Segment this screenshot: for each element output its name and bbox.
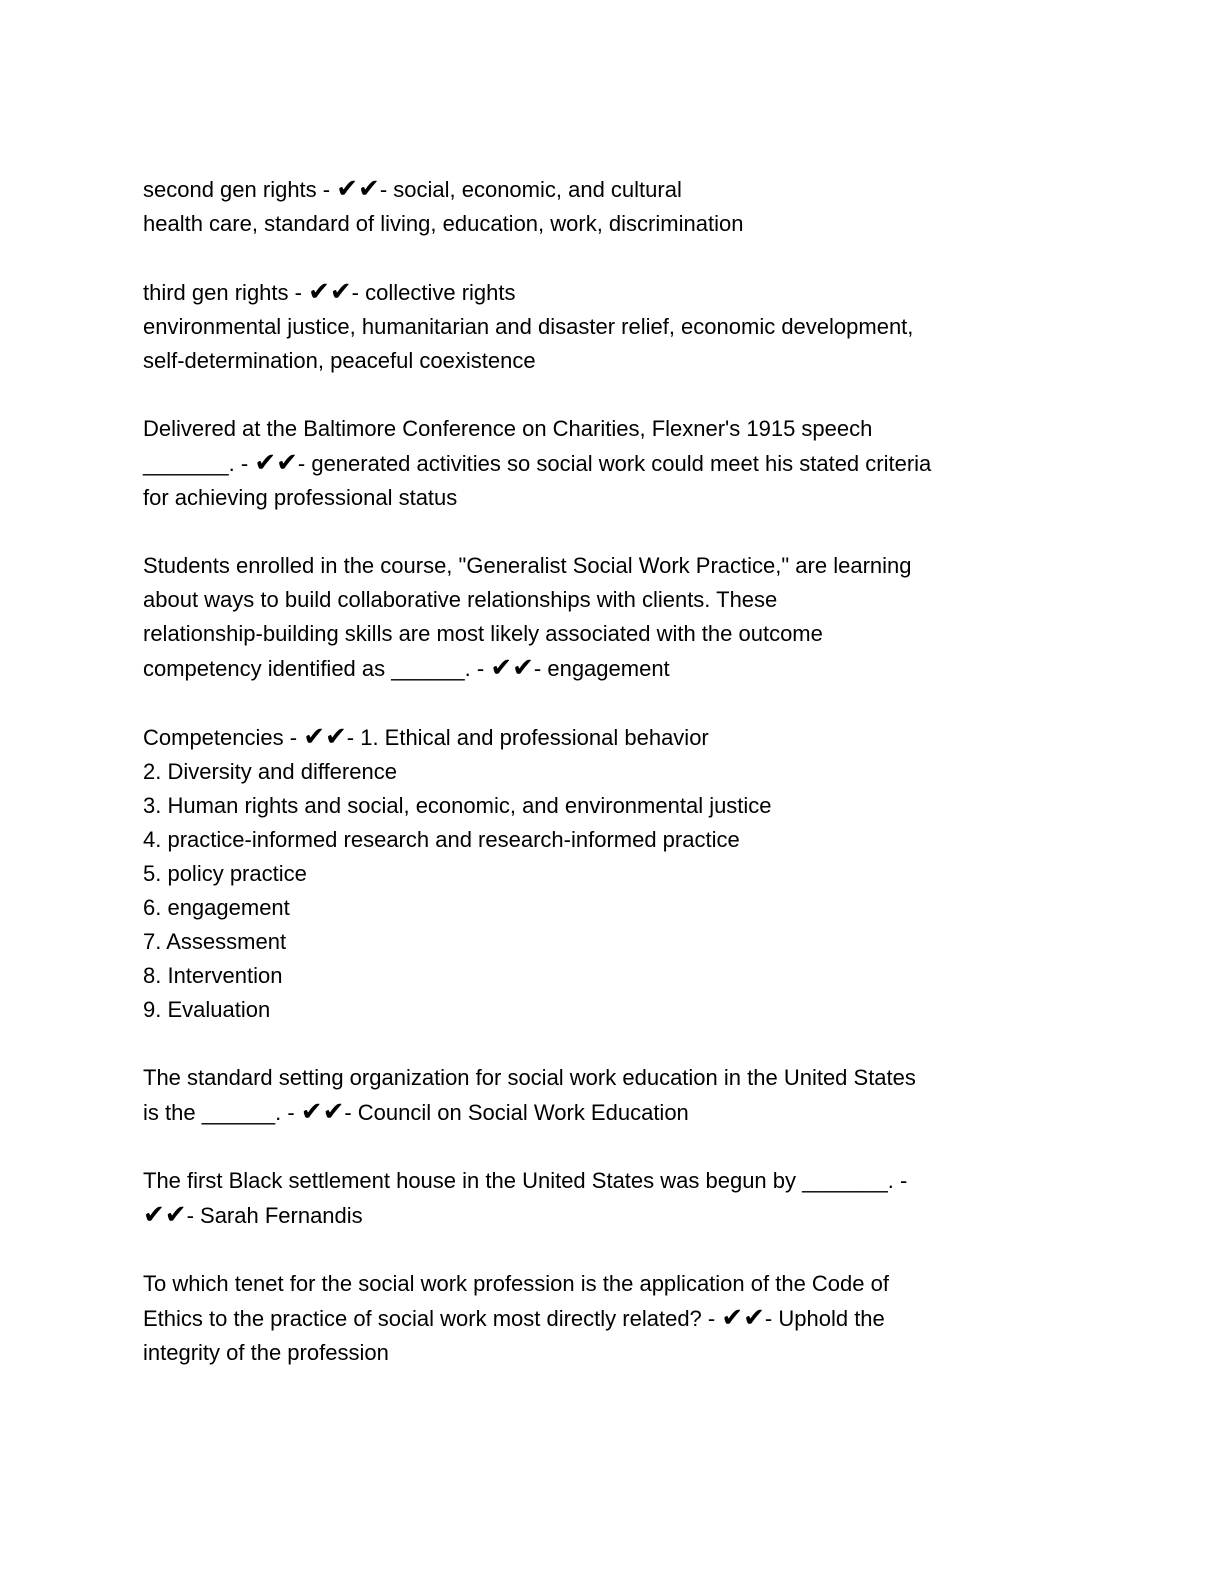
- text-run: The standard setting organization for social work education in the United States: [143, 1065, 916, 1090]
- text-run: - Sarah Fernandis: [186, 1203, 363, 1228]
- double-checkmark-icon: ✔✔: [303, 722, 347, 752]
- text-run: 3. Human rights and social, economic, and environmental justice: [143, 793, 772, 818]
- document-body: [143, 172, 1103, 1370]
- text-line: [143, 720, 1103, 755]
- double-checkmark-icon: ✔✔: [490, 653, 534, 683]
- text-line: [143, 1198, 1103, 1233]
- text-run: self-determination, peaceful coexistence: [143, 348, 536, 373]
- text-run: 7. Assessment: [143, 929, 287, 954]
- text-run: is the ______. -: [143, 1100, 301, 1125]
- paragraph: [143, 275, 1103, 378]
- text-run: - engagement: [533, 656, 670, 681]
- text-run: - 1. Ethical and professional behavior: [346, 725, 709, 750]
- text-run: - generated activities so social work could meet his stated criteria: [297, 451, 932, 476]
- double-checkmark-icon: ✔✔: [721, 1303, 765, 1333]
- text-run: relationship-building skills are most likely associated with the outcome: [143, 621, 823, 646]
- text-run: Ethics to the practice of social work most directly related? -: [143, 1306, 722, 1331]
- text-line: [143, 481, 1103, 515]
- text-run: about ways to build collaborative relationships with clients. These: [143, 587, 778, 612]
- paragraph: [143, 720, 1103, 1027]
- text-line: [143, 755, 1103, 789]
- text-run: - collective rights: [351, 280, 516, 305]
- paragraph: [143, 1061, 1103, 1130]
- text-run: 6. engagement: [143, 895, 290, 920]
- text-run: 4. practice-informed research and research-informed practice: [143, 827, 740, 852]
- text-run: _______. -: [143, 451, 255, 476]
- text-run: third gen rights -: [143, 280, 309, 305]
- text-line: [143, 1267, 1103, 1301]
- double-checkmark-icon: ✔✔: [300, 1097, 345, 1127]
- text-line: [143, 1301, 1103, 1336]
- text-line: [143, 789, 1103, 823]
- text-run: 8. Intervention: [143, 963, 283, 988]
- text-line: [143, 583, 1103, 617]
- text-line: [143, 275, 1103, 310]
- text-run: 9. Evaluation: [143, 997, 271, 1022]
- text-run: - Council on Social Work Education: [344, 1100, 689, 1125]
- double-checkmark-icon: ✔✔: [336, 174, 380, 204]
- text-line: [143, 891, 1103, 925]
- text-line: [143, 857, 1103, 891]
- text-line: [143, 959, 1103, 993]
- text-run: - social, economic, and cultural: [379, 177, 682, 202]
- text-run: - Uphold the: [764, 1306, 885, 1331]
- text-run: second gen rights -: [143, 177, 337, 202]
- text-line: [143, 1095, 1103, 1130]
- text-run: 5. policy practice: [143, 861, 307, 886]
- double-checkmark-icon: ✔✔: [308, 277, 352, 307]
- text-line: [143, 1164, 1103, 1198]
- paragraph: [143, 1267, 1103, 1370]
- text-line: [143, 207, 1103, 241]
- paragraph: [143, 1164, 1103, 1233]
- text-run: To which tenet for the social work profession is the application of the Code of: [143, 1271, 889, 1296]
- text-line: [143, 310, 1103, 344]
- paragraph: [143, 412, 1103, 515]
- text-line: [143, 651, 1103, 686]
- text-line: [143, 823, 1103, 857]
- text-line: [143, 412, 1103, 446]
- text-run: Delivered at the Baltimore Conference on Charities, Flexner's 1915 speech: [143, 416, 873, 441]
- text-run: 2. Diversity and difference: [143, 759, 397, 784]
- text-run: competency identified as ______. -: [143, 656, 491, 681]
- text-line: [143, 344, 1103, 378]
- text-line: [143, 993, 1103, 1027]
- text-line: [143, 1061, 1103, 1095]
- text-line: [143, 549, 1103, 583]
- paragraph: [143, 172, 1103, 241]
- text-run: The first Black settlement house in the United States was begun by _______. -: [143, 1168, 908, 1193]
- double-checkmark-icon: ✔✔: [254, 448, 298, 478]
- text-run: Students enrolled in the course, "Generalist Social Work Practice," are learning: [143, 553, 912, 578]
- text-line: [143, 617, 1103, 651]
- text-run: Competencies -: [143, 725, 304, 750]
- text-run: environmental justice, humanitarian and disaster relief, economic development,: [143, 314, 914, 339]
- text-run: health care, standard of living, education, work, discrimination: [143, 211, 744, 236]
- text-line: [143, 1336, 1103, 1370]
- text-run: for achieving professional status: [143, 485, 458, 510]
- text-line: [143, 172, 1103, 207]
- text-run: integrity of the profession: [143, 1340, 389, 1365]
- paragraph: [143, 549, 1103, 686]
- text-line: [143, 925, 1103, 959]
- double-checkmark-icon: ✔✔: [143, 1200, 187, 1230]
- text-line: [143, 446, 1103, 481]
